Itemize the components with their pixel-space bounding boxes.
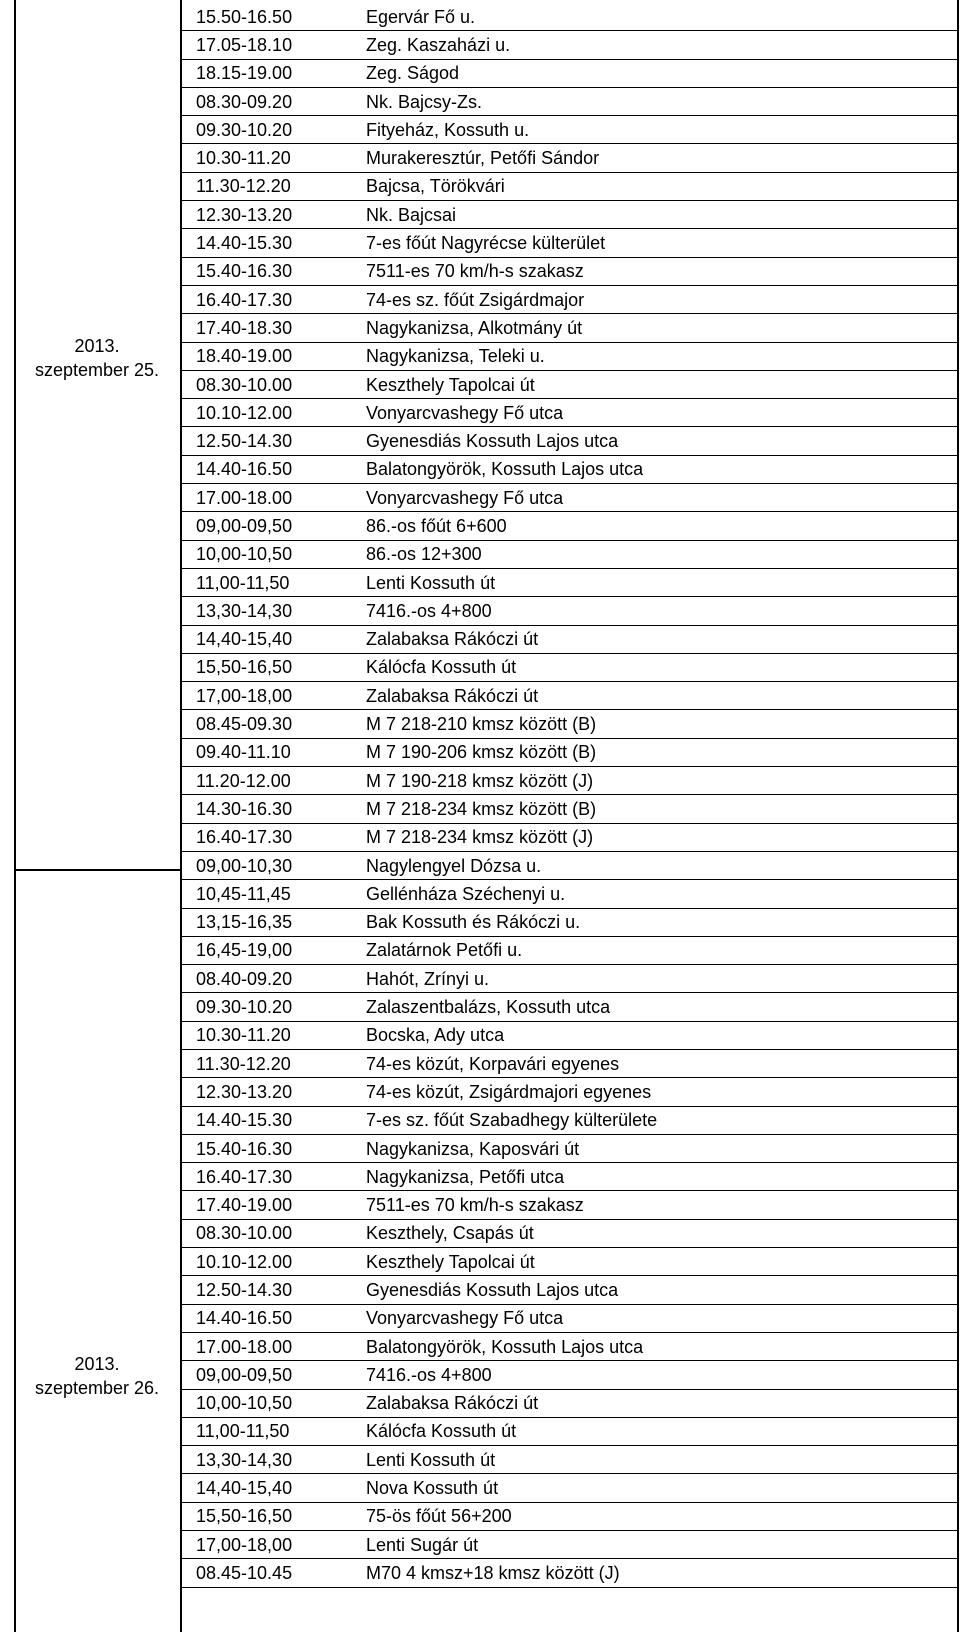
table-row — [182, 59, 958, 87]
table-row — [182, 851, 958, 879]
table-row — [182, 257, 958, 285]
time-cell: 14.40-16.50 — [182, 455, 366, 483]
location-cell: Nagykanizsa, Alkotmány út — [366, 314, 958, 342]
location-cell: Nova Kossuth út — [366, 1474, 958, 1502]
table-row — [182, 625, 958, 653]
time-cell: 18.15-19.00 — [182, 59, 366, 87]
location-cell: Hahót, Zrínyi u. — [366, 965, 958, 993]
time-cell: 10,45-11,45 — [182, 880, 366, 908]
time-cell: 09,00-10,30 — [182, 851, 366, 879]
time-cell: 13,15-16,35 — [182, 908, 366, 936]
time-cell: 10,00-10,50 — [182, 1389, 366, 1417]
table-row — [182, 314, 958, 342]
date-day: szeptember 25. — [34, 360, 160, 380]
table-row — [182, 1219, 958, 1247]
time-cell: 17.00-18.00 — [182, 484, 366, 512]
location-cell: M70 4 kmsz+18 kmsz között (J) — [366, 1559, 958, 1587]
table-row — [182, 1446, 958, 1474]
table-row — [182, 540, 958, 568]
time-cell: 14.40-16.50 — [182, 1304, 366, 1332]
time-cell: 15.50-16.50 — [182, 3, 366, 31]
location-cell: Nagykanizsa, Kaposvári út — [366, 1134, 958, 1162]
time-cell: 15.40-16.30 — [182, 257, 366, 285]
location-cell: Fityeház, Kossuth u. — [366, 116, 958, 144]
table-row — [182, 1332, 958, 1360]
time-cell: 11.30-12.20 — [182, 172, 366, 200]
time-cell: 10.30-11.20 — [182, 1021, 366, 1049]
time-cell: 08.45-09.30 — [182, 710, 366, 738]
table-row — [182, 3, 958, 31]
location-cell: 7416.-os 4+800 — [366, 597, 958, 625]
table-row — [182, 795, 958, 823]
time-cell: 11.30-12.20 — [182, 1049, 366, 1077]
table-row — [182, 823, 958, 851]
time-cell: 09.30-10.20 — [182, 116, 366, 144]
table-row — [182, 1106, 958, 1134]
location-cell: Zeg. Ságod — [366, 59, 958, 87]
table-row — [182, 993, 958, 1021]
time-cell: 12.30-13.20 — [182, 201, 366, 229]
location-cell: 74-es közút, Zsigárdmajori egyenes — [366, 1078, 958, 1106]
table-row — [182, 399, 958, 427]
table-row — [182, 427, 958, 455]
time-cell: 14.30-16.30 — [182, 795, 366, 823]
time-cell: 12.50-14.30 — [182, 427, 366, 455]
table-row — [182, 880, 958, 908]
time-cell: 14.40-15.30 — [182, 229, 366, 257]
location-cell: M 7 218-234 kmsz között (J) — [366, 823, 958, 851]
table-row — [182, 1361, 958, 1389]
time-cell: 08.30-09.20 — [182, 87, 366, 115]
table-row — [182, 568, 958, 596]
table-row — [182, 1049, 958, 1077]
location-cell: M 7 218-210 kmsz között (B) — [366, 710, 958, 738]
time-cell: 11.20-12.00 — [182, 767, 366, 795]
table-row — [182, 1134, 958, 1162]
table-row — [182, 1163, 958, 1191]
location-cell: Lenti Sugár út — [366, 1531, 958, 1559]
location-cell: Nk. Bajcsai — [366, 201, 958, 229]
time-cell: 11,00-11,50 — [182, 568, 366, 596]
time-cell: 09.30-10.20 — [182, 993, 366, 1021]
location-cell: Vonyarcvashegy Fő utca — [366, 399, 958, 427]
table-row — [182, 87, 958, 115]
location-cell: Nagykanizsa, Petőfi utca — [366, 1163, 958, 1191]
table-row — [182, 1531, 958, 1559]
location-cell: M 7 218-234 kmsz között (B) — [366, 795, 958, 823]
table-row — [182, 1417, 958, 1445]
table-row — [182, 1078, 958, 1106]
time-cell: 17.40-18.30 — [182, 314, 366, 342]
time-cell: 09,00-09,50 — [182, 1361, 366, 1389]
table-row — [182, 965, 958, 993]
table-row — [182, 936, 958, 964]
time-cell: 08.45-10.45 — [182, 1559, 366, 1587]
table-row — [182, 1474, 958, 1502]
location-cell: Balatongyörök, Kossuth Lajos utca — [366, 1332, 958, 1360]
table-row — [182, 710, 958, 738]
date-group-divider — [14, 869, 181, 871]
time-cell: 16.40-17.30 — [182, 823, 366, 851]
location-cell: 86.-os 12+300 — [366, 540, 958, 568]
table-row — [182, 682, 958, 710]
location-cell: Nk. Bajcsy-Zs. — [366, 87, 958, 115]
location-cell: Nagykanizsa, Teleki u. — [366, 342, 958, 370]
location-cell: Zeg. Kaszaházi u. — [366, 31, 958, 59]
date-year: 2013. — [74, 336, 120, 356]
location-cell: 74-es sz. főút Zsigárdmajor — [366, 285, 958, 313]
location-cell: 7-es főút Nagyrécse külterület — [366, 229, 958, 257]
table-row — [182, 370, 958, 398]
table-row — [182, 738, 958, 766]
time-cell: 17,00-18,00 — [182, 1531, 366, 1559]
table-row — [182, 172, 958, 200]
table-row — [182, 229, 958, 257]
table-row — [182, 1502, 958, 1530]
time-cell: 10.10-12.00 — [182, 1248, 366, 1276]
time-cell: 11,00-11,50 — [182, 1417, 366, 1445]
time-cell: 14.40-15.30 — [182, 1106, 366, 1134]
table-row — [182, 144, 958, 172]
location-cell: Lenti Kossuth út — [366, 568, 958, 596]
time-cell: 17,00-18,00 — [182, 682, 366, 710]
location-cell: Zalatárnok Petőfi u. — [366, 936, 958, 964]
location-cell: Nagylengyel Dózsa u. — [366, 851, 958, 879]
time-cell: 10.30-11.20 — [182, 144, 366, 172]
date-cell-sept-25 — [14, 334, 180, 382]
location-cell: Keszthely, Csapás út — [366, 1219, 958, 1247]
date-cell-sept-26 — [14, 1352, 180, 1400]
time-cell: 14,40-15,40 — [182, 625, 366, 653]
location-cell: Gyenesdiás Kossuth Lajos utca — [366, 427, 958, 455]
table-row — [182, 484, 958, 512]
location-cell: 74-es közút, Korpavári egyenes — [366, 1049, 958, 1077]
table-row — [182, 1559, 958, 1587]
location-cell: 7511-es 70 km/h-s szakasz — [366, 1191, 958, 1219]
time-cell: 17.05-18.10 — [182, 31, 366, 59]
time-cell: 08.30-10.00 — [182, 1219, 366, 1247]
table-row — [182, 455, 958, 483]
location-cell: 75-ös főút 56+200 — [366, 1502, 958, 1530]
location-cell: 7511-es 70 km/h-s szakasz — [366, 257, 958, 285]
location-cell: Zalaszentbalázs, Kossuth utca — [366, 993, 958, 1021]
table-row — [182, 1304, 958, 1332]
table-row — [182, 285, 958, 313]
location-cell: Lenti Kossuth út — [366, 1446, 958, 1474]
location-cell: M 7 190-218 kmsz között (J) — [366, 767, 958, 795]
location-cell: Balatongyörök, Kossuth Lajos utca — [366, 455, 958, 483]
location-cell: Zalabaksa Rákóczi út — [366, 625, 958, 653]
table-row — [182, 767, 958, 795]
location-cell: Gellénháza Széchenyi u. — [366, 880, 958, 908]
time-cell: 17.00-18.00 — [182, 1332, 366, 1360]
time-cell: 08.40-09.20 — [182, 965, 366, 993]
table-row — [182, 1248, 958, 1276]
table-row — [182, 908, 958, 936]
table-row — [182, 1389, 958, 1417]
table-row — [182, 201, 958, 229]
location-cell: Zalabaksa Rákóczi út — [366, 1389, 958, 1417]
location-cell: Gyenesdiás Kossuth Lajos utca — [366, 1276, 958, 1304]
table-row — [182, 512, 958, 540]
table-row — [182, 1191, 958, 1219]
time-cell: 16.40-17.30 — [182, 285, 366, 313]
location-cell: Kálócfa Kossuth út — [366, 653, 958, 681]
location-cell: Murakeresztúr, Petőfi Sándor — [366, 144, 958, 172]
date-day: szeptember 26. — [34, 1378, 160, 1398]
location-cell: Zalabaksa Rákóczi út — [366, 682, 958, 710]
time-cell: 12.30-13.20 — [182, 1078, 366, 1106]
time-cell: 15,50-16,50 — [182, 1502, 366, 1530]
location-cell: Bajcsa, Törökvári — [366, 172, 958, 200]
location-cell: Vonyarcvashegy Fő utca — [366, 484, 958, 512]
time-cell: 09.40-11.10 — [182, 738, 366, 766]
time-cell: 13,30-14,30 — [182, 1446, 366, 1474]
time-cell: 14,40-15,40 — [182, 1474, 366, 1502]
time-cell: 15.40-16.30 — [182, 1134, 366, 1162]
time-cell: 12.50-14.30 — [182, 1276, 366, 1304]
table-row — [182, 1276, 958, 1304]
time-cell: 08.30-10.00 — [182, 370, 366, 398]
location-cell: Keszthely Tapolcai út — [366, 370, 958, 398]
time-cell: 18.40-19.00 — [182, 342, 366, 370]
date-year: 2013. — [74, 1354, 120, 1374]
table-row — [182, 597, 958, 625]
table-row — [182, 342, 958, 370]
time-cell: 15,50-16,50 — [182, 653, 366, 681]
time-cell: 13,30-14,30 — [182, 597, 366, 625]
location-cell: 86.-os főút 6+600 — [366, 512, 958, 540]
location-cell: Egervár Fő u. — [366, 3, 958, 31]
schedule-table — [182, 3, 958, 1588]
time-cell: 16.40-17.30 — [182, 1163, 366, 1191]
table-row — [182, 31, 958, 59]
table-row — [182, 116, 958, 144]
location-cell: Bocska, Ady utca — [366, 1021, 958, 1049]
time-cell: 09,00-09,50 — [182, 512, 366, 540]
time-cell: 17.40-19.00 — [182, 1191, 366, 1219]
time-cell: 10,00-10,50 — [182, 540, 366, 568]
location-cell: Kálócfa Kossuth út — [366, 1417, 958, 1445]
location-cell: 7-es sz. főút Szabadhegy külterülete — [366, 1106, 958, 1134]
location-cell: 7416.-os 4+800 — [366, 1361, 958, 1389]
time-cell: 10.10-12.00 — [182, 399, 366, 427]
time-cell: 16,45-19,00 — [182, 936, 366, 964]
table-row — [182, 1021, 958, 1049]
location-cell: Keszthely Tapolcai út — [366, 1248, 958, 1276]
location-cell: M 7 190-206 kmsz között (B) — [366, 738, 958, 766]
location-cell: Vonyarcvashegy Fő utca — [366, 1304, 958, 1332]
location-cell: Bak Kossuth és Rákóczi u. — [366, 908, 958, 936]
table-row — [182, 653, 958, 681]
schedule-body — [182, 3, 958, 1587]
